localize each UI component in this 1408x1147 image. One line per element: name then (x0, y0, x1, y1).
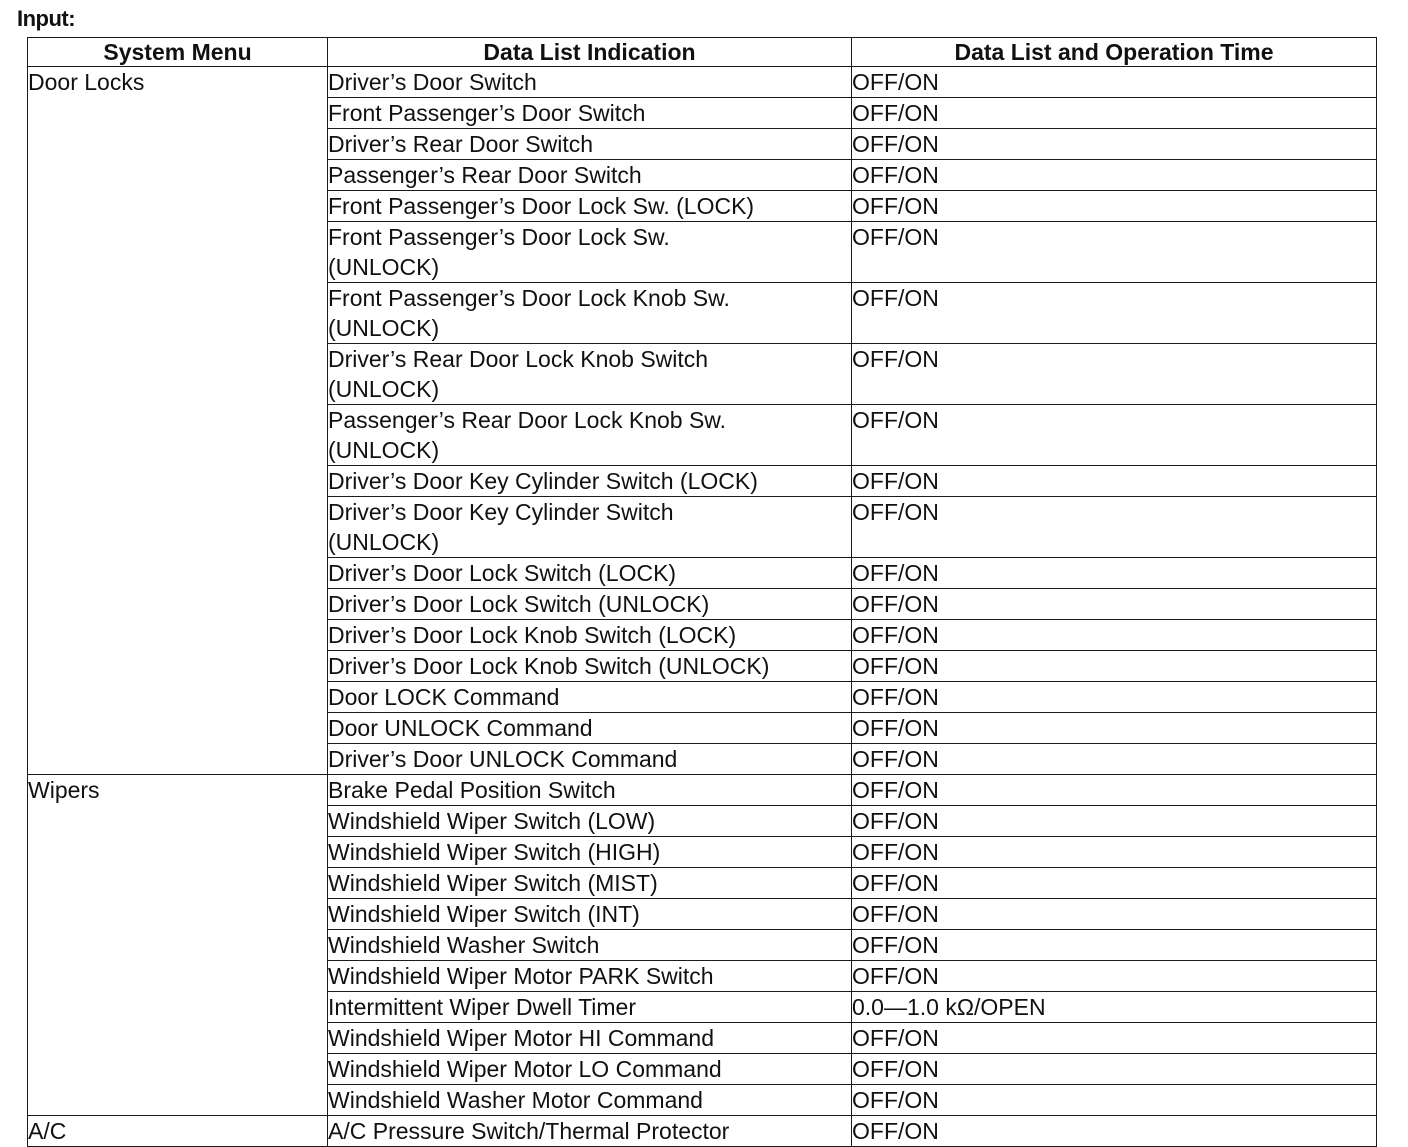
indication-line: Driver’s Door Lock Switch (UNLOCK) (328, 591, 710, 617)
indication-line: Front Passenger’s Door Lock Sw. (328, 224, 670, 250)
indication-line: (UNLOCK) (328, 315, 440, 341)
data-list-indication-cell (328, 775, 852, 806)
operation-value-cell: OFF/ON (852, 1023, 1377, 1054)
data-list-indication-cell (328, 1116, 852, 1147)
indication-line: Driver’s Door UNLOCK Command (328, 746, 678, 772)
section-heading: Input: (17, 6, 76, 31)
indication-line: (UNLOCK) (328, 254, 440, 280)
indication-line: (UNLOCK) (328, 437, 440, 463)
operation-value-cell: OFF/ON (852, 682, 1377, 713)
operation-value-cell: OFF/ON (852, 837, 1377, 868)
table-row (28, 67, 1377, 98)
system-menu-cell: Door Locks (28, 67, 328, 775)
indication-line: Driver’s Door Lock Knob Switch (UNLOCK) (328, 653, 770, 679)
operation-value-cell: OFF/ON (852, 899, 1377, 930)
indication-line: Door UNLOCK Command (328, 715, 593, 741)
data-list-indication-cell (328, 930, 852, 961)
operation-value-cell: OFF/ON (852, 160, 1377, 191)
indication-line: Windshield Washer Motor Command (328, 1087, 703, 1113)
indication-line: (UNLOCK) (328, 376, 440, 402)
data-list-indication-cell (328, 682, 852, 713)
system-menu-cell: Wipers (28, 775, 328, 1116)
indication-line: Driver’s Door Key Cylinder Switch (328, 499, 674, 525)
operation-value-cell: OFF/ON (852, 558, 1377, 589)
operation-value-cell: OFF/ON (852, 98, 1377, 129)
operation-value-cell: OFF/ON (852, 405, 1377, 466)
operation-value-cell: OFF/ON (852, 930, 1377, 961)
data-list-indication-cell (328, 961, 852, 992)
operation-value-cell: OFF/ON (852, 589, 1377, 620)
indication-line: Windshield Wiper Switch (INT) (328, 901, 640, 927)
indication-line: Front Passenger’s Door Lock Sw. (LOCK) (328, 193, 755, 219)
operation-value-cell: OFF/ON (852, 1085, 1377, 1116)
operation-value-cell: OFF/ON (852, 620, 1377, 651)
data-list-indication-cell (328, 344, 852, 405)
indication-line: Front Passenger’s Door Switch (328, 100, 646, 126)
operation-value-cell: OFF/ON (852, 283, 1377, 344)
operation-value-cell: OFF/ON (852, 191, 1377, 222)
data-list-indication-cell (328, 713, 852, 744)
operation-value-cell: OFF/ON (852, 806, 1377, 837)
data-list-indication-cell (328, 1054, 852, 1085)
table-row (28, 775, 1377, 806)
column-header-data-list-indication: Data List Indication (328, 38, 852, 67)
data-list-indication-cell (328, 899, 852, 930)
data-list-indication-cell (328, 1023, 852, 1054)
indication-line: Passenger’s Rear Door Switch (328, 162, 642, 188)
data-list-indication-cell (328, 497, 852, 558)
data-list-indication-cell (328, 129, 852, 160)
operation-value-cell: OFF/ON (852, 67, 1377, 98)
operation-value-cell: OFF/ON (852, 868, 1377, 899)
table-header-row (28, 38, 1377, 67)
indication-line: Windshield Wiper Switch (HIGH) (328, 839, 661, 865)
operation-value-cell: OFF/ON (852, 466, 1377, 497)
data-list-indication-cell (328, 466, 852, 497)
column-header-data-list-operation-time: Data List and Operation Time (852, 38, 1377, 67)
indication-line: Passenger’s Rear Door Lock Knob Sw. (328, 407, 727, 433)
indication-line: Intermittent Wiper Dwell Timer (328, 994, 637, 1020)
indication-line: Windshield Wiper Motor HI Command (328, 1025, 715, 1051)
operation-value-cell: OFF/ON (852, 713, 1377, 744)
data-list-indication-cell (328, 651, 852, 682)
data-list-indication-cell (328, 837, 852, 868)
indication-line: A/C Pressure Switch/Thermal Protector (328, 1118, 730, 1144)
indication-line: Windshield Washer Switch (328, 932, 600, 958)
indication-line: (UNLOCK) (328, 529, 440, 555)
operation-value-cell: OFF/ON (852, 961, 1377, 992)
indication-line: Door LOCK Command (328, 684, 560, 710)
data-list-indication-cell (328, 98, 852, 129)
indication-line: Windshield Wiper Switch (LOW) (328, 808, 656, 834)
data-list-indication-cell (328, 222, 852, 283)
operation-value-cell: OFF/ON (852, 129, 1377, 160)
operation-value-cell: 0.0—1.0 kΩ/OPEN (852, 992, 1377, 1023)
data-list-indication-cell (328, 868, 852, 899)
data-list-indication-cell (328, 405, 852, 466)
indication-line: Driver’s Rear Door Switch (328, 131, 593, 157)
data-list-indication-cell (328, 283, 852, 344)
operation-value-cell: OFF/ON (852, 344, 1377, 405)
system-menu-cell: A/C (28, 1116, 328, 1147)
indication-line: Brake Pedal Position Switch (328, 777, 616, 803)
indication-line: Driver’s Door Switch (328, 69, 537, 95)
data-list-indication-cell (328, 992, 852, 1023)
table-row (28, 1116, 1377, 1147)
data-list-indication-cell (328, 160, 852, 191)
operation-value-cell: OFF/ON (852, 744, 1377, 775)
operation-value-cell: OFF/ON (852, 1054, 1377, 1085)
indication-line: Driver’s Door Lock Knob Switch (LOCK) (328, 622, 737, 648)
indication-line: Windshield Wiper Motor LO Command (328, 1056, 722, 1082)
data-list-indication-cell (328, 191, 852, 222)
data-list-indication-cell (328, 1085, 852, 1116)
indication-line: Driver’s Door Key Cylinder Switch (LOCK) (328, 468, 758, 494)
indication-line: Front Passenger’s Door Lock Knob Sw. (328, 285, 730, 311)
indication-line: Windshield Wiper Motor PARK Switch (328, 963, 714, 989)
indication-line: Driver’s Rear Door Lock Knob Switch (328, 346, 709, 372)
data-list-indication-cell (328, 558, 852, 589)
operation-value-cell: OFF/ON (852, 651, 1377, 682)
data-list-indication-cell (328, 589, 852, 620)
data-list-indication-cell (328, 806, 852, 837)
indication-line: Windshield Wiper Switch (MIST) (328, 870, 658, 896)
operation-value-cell: OFF/ON (852, 1116, 1377, 1147)
indication-line: Driver’s Door Lock Switch (LOCK) (328, 560, 677, 586)
data-list-indication-cell (328, 744, 852, 775)
data-list-indication-cell (328, 620, 852, 651)
operation-value-cell: OFF/ON (852, 222, 1377, 283)
data-list-table (27, 37, 1377, 1147)
operation-value-cell: OFF/ON (852, 775, 1377, 806)
operation-value-cell: OFF/ON (852, 497, 1377, 558)
data-list-indication-cell (328, 67, 852, 98)
column-header-system-menu: System Menu (28, 38, 328, 67)
